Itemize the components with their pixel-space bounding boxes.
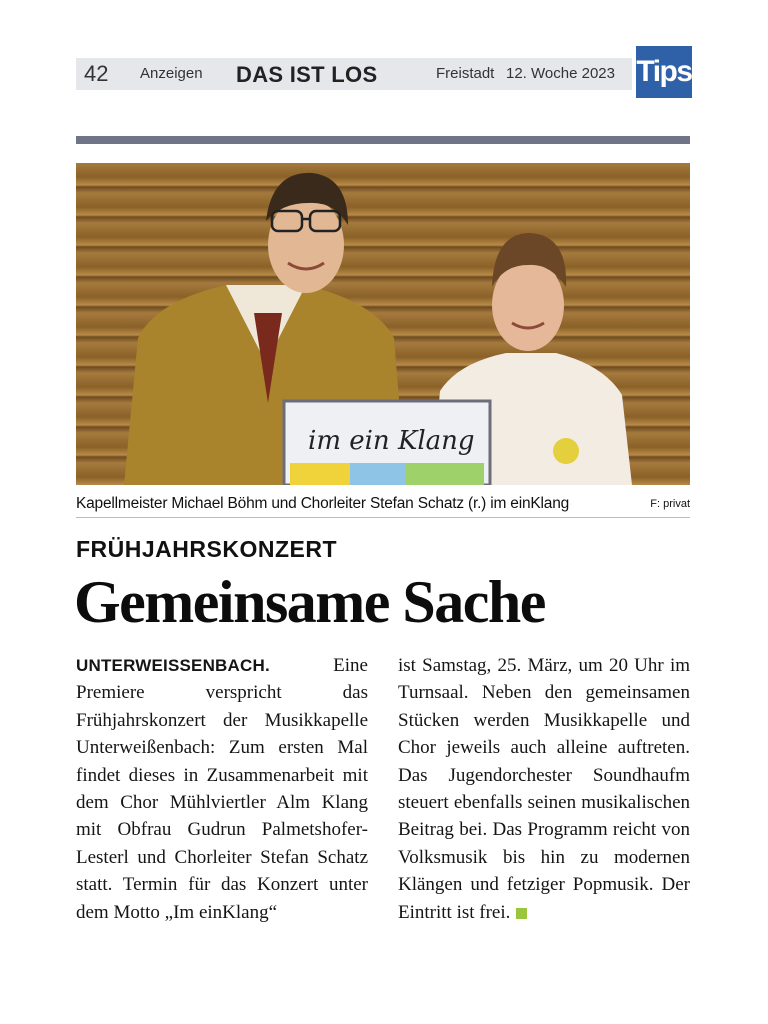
tips-logo: Tips bbox=[636, 46, 692, 98]
page-number: 42 bbox=[84, 61, 109, 86]
article-kicker: FRÜHJAHRSKONZERT bbox=[76, 536, 337, 562]
page-header bbox=[76, 58, 632, 90]
section-title: DAS IST LOS bbox=[236, 62, 378, 87]
header-divider bbox=[76, 136, 690, 144]
photo-caption bbox=[76, 493, 690, 518]
issue-week: 12. Woche 2023 bbox=[506, 65, 615, 82]
article-column-2 bbox=[398, 652, 690, 926]
article-column-1 bbox=[76, 652, 368, 926]
article-text-2: ist Samstag, 25. März, um 20 Uhr im Turnsaal. Neben den gemeinsamen Stücken werden Musikkapelle und Chor jeweils auch alleine auftreten. Das Jugendorchester Soundhaufm steuert ebenfalls seinen musikalischen Beitrag bei. Das Programm reicht von Volksmusik bis hin zu modernen Klängen und fetziger Popmusik. Der Eintritt ist frei. bbox=[398, 655, 690, 923]
article-dateline: UNTERWEISSENBACH. bbox=[76, 656, 334, 675]
article-photo bbox=[76, 163, 690, 485]
photo-illustration bbox=[76, 163, 690, 485]
section-label: Anzeigen bbox=[140, 65, 203, 82]
region-label: Freistadt bbox=[436, 65, 495, 82]
article-text-1: Eine Premiere verspricht das Frühjahrskonzert der Musikkapelle Unterweißenbach: Zum ersten Mal findet dieses in Zusammenarbeit mit dem Chor Mühlviertler Alm Klang mit Obfrau Gudrun Palmetshofer-Lesterl und Chorleiter Stefan Schatz statt. Termin für das Konzert unter dem Motto „Im einKlang“ bbox=[76, 655, 368, 923]
article-end-mark bbox=[516, 908, 527, 919]
sign-text: im ein Klang bbox=[308, 426, 475, 456]
photo-credit: F: privat bbox=[650, 498, 690, 510]
article-headline: Gemeinsame Sache bbox=[74, 569, 545, 635]
caption-text: Kapellmeister Michael Böhm und Chorleiter Stefan Schatz (r.) im einKlang bbox=[76, 495, 570, 512]
